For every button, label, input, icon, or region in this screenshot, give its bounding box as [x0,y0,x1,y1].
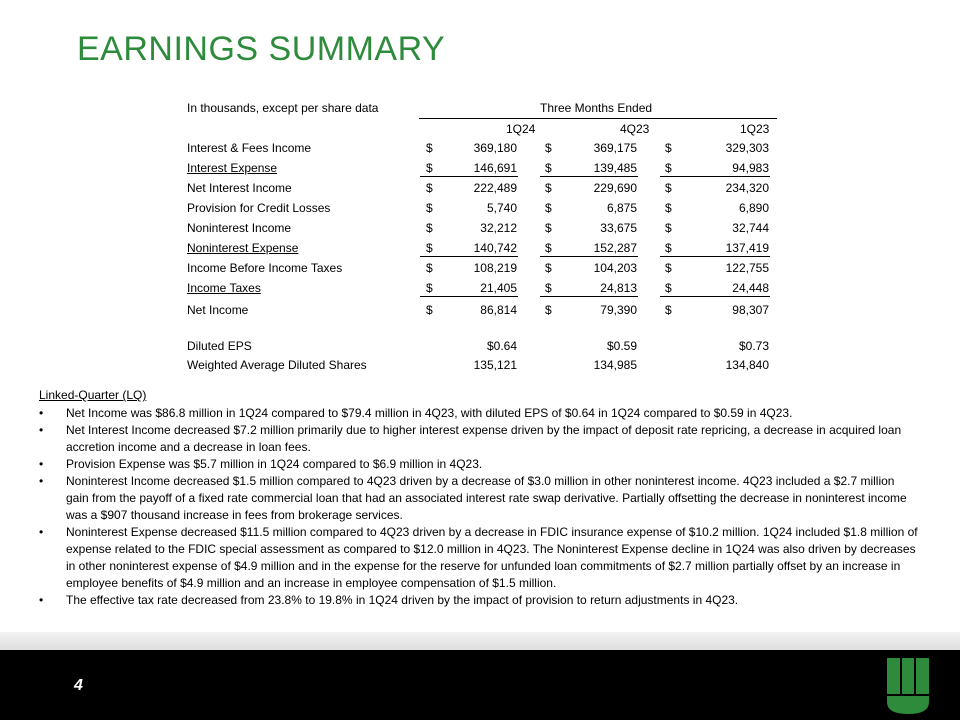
page-title: EARNINGS SUMMARY [77,30,446,68]
dollar-sign: $ [665,141,672,155]
value-4q23: 134,985 [593,358,637,372]
table-row [187,239,777,257]
note-text: Net Income was $86.8 million in 1Q24 compared to $79.4 million in 4Q23, with diluted EPS of $0.64 in 1Q24 compared to $0.59 in 4Q23. [66,406,793,420]
value-1q23: 32,744 [732,221,769,235]
value-1q23: 137,419 [725,241,769,255]
bullet-icon: • [39,474,44,488]
subtotal-rule [660,256,770,257]
header-divider [419,118,777,119]
dollar-sign: $ [545,221,552,235]
dollar-sign: $ [426,261,433,275]
subtotal-rule [420,176,518,177]
table-row [187,199,777,217]
dollar-sign: $ [665,181,672,195]
row-label: Income Taxes [187,281,261,295]
row-label: Noninterest Income [187,221,292,235]
subtotal-rule [420,296,518,297]
note-text: Provision Expense was $5.7 million in 1Q24 compared to $6.9 million in 4Q23. [66,457,483,471]
dollar-sign: $ [426,201,433,215]
notes-heading: Linked-Quarter (LQ) [39,388,147,402]
dollar-sign: $ [665,201,672,215]
note-text: Noninterest Expense decreased $11.5 million compared to 4Q23 driven by a decrease in FDIC insurance expense of $10.2 million. 1Q24 included $1.8 million of expense related to the FDIC special assessment as compared to $12.0 million in 4Q23. The Noninterest Expense decline in 1Q24 was also driven by decreases in other noninterest expense of $4.9 million and in the expense for the reserve for unfunded loan commitments of $2.7 million partially offset by an increase in employee benefits of $4.9 million and an increase in employee compensation of $1.5 million. [66,525,918,590]
note-bullet [39,422,919,456]
dollar-sign: $ [426,141,433,155]
bullet-icon: • [39,593,44,607]
table-row [187,356,777,374]
note-bullet [39,524,919,592]
value-4q23: 79,390 [600,303,637,317]
subtotal-rule [540,296,638,297]
notes-list [39,405,919,609]
value-1q24: 146,691 [473,161,517,175]
table-row [187,279,777,297]
value-1q24: 135,121 [473,358,517,372]
value-1q23: $0.73 [738,339,769,353]
row-label: Weighted Average Diluted Shares [187,358,367,372]
value-4q23: 369,175 [593,141,637,155]
bullet-icon: • [39,457,44,471]
footer-divider [0,632,960,652]
value-1q23: 134,840 [725,358,769,372]
dollar-sign: $ [426,241,433,255]
value-1q24: 5,740 [486,201,517,215]
dollar-sign: $ [665,161,672,175]
table-row [187,179,777,197]
value-1q23: 234,320 [725,181,769,195]
value-4q23: 229,690 [593,181,637,195]
value-4q23: 152,287 [593,241,637,255]
dollar-sign: $ [426,161,433,175]
note-bullet [39,592,919,609]
subtotal-rule [420,256,518,257]
dollar-sign: $ [545,261,552,275]
dollar-sign: $ [545,141,552,155]
value-4q23: 24,813 [600,281,637,295]
table-caption: In thousands, except per share data [187,101,379,115]
value-1q24: 32,212 [480,221,517,235]
value-1q24: 140,742 [473,241,517,255]
table-row [187,159,777,177]
dollar-sign: $ [426,221,433,235]
note-bullet [39,456,919,473]
note-bullet [39,405,919,422]
footer-bar [0,650,960,720]
row-label: Noninterest Expense [187,241,299,255]
value-4q23: $0.59 [606,339,637,353]
dollar-sign: $ [665,261,672,275]
dollar-sign: $ [545,303,552,317]
row-label: Interest & Fees Income [187,141,312,155]
note-bullet [39,473,919,524]
table-row [187,219,777,237]
row-label: Income Before Income Taxes [187,261,343,275]
value-1q24: $0.64 [486,339,517,353]
row-label: Provision for Credit Losses [187,201,331,215]
value-1q24: 222,489 [473,181,517,195]
dollar-sign: $ [545,161,552,175]
dollar-sign: $ [545,281,552,295]
dollar-sign: $ [665,221,672,235]
column-header-1q24: 1Q24 [506,122,536,136]
value-4q23: 6,875 [606,201,637,215]
row-label: Diluted EPS [187,339,252,353]
bullet-icon: • [39,525,44,539]
subtotal-rule [660,296,770,297]
value-4q23: 139,485 [593,161,637,175]
dollar-sign: $ [545,201,552,215]
column-header-4q23: 4Q23 [620,122,650,136]
dollar-sign: $ [426,181,433,195]
table-row [187,337,777,355]
note-text: Net Interest Income decreased $7.2 million primarily due to higher interest expense driven by the impact of deposit rate repricing, a decrease in acquired loan accretion income and a decrease in loan fees. [66,423,902,454]
table-group-header: Three Months Ended [540,101,653,115]
subtotal-rule [540,176,638,177]
value-4q23: 33,675 [600,221,637,235]
dollar-sign: $ [665,303,672,317]
value-1q23: 122,755 [725,261,769,275]
value-1q24: 21,405 [480,281,517,295]
value-1q23: 98,307 [732,303,769,317]
dollar-sign: $ [426,303,433,317]
dollar-sign: $ [545,241,552,255]
value-1q23: 94,983 [732,161,769,175]
dollar-sign: $ [665,241,672,255]
value-1q24: 86,814 [480,303,517,317]
value-1q23: 329,303 [725,141,769,155]
row-label: Interest Expense [187,161,278,175]
value-4q23: 104,203 [593,261,637,275]
bank-logo-icon [882,658,934,714]
value-1q23: 24,448 [732,281,769,295]
row-label: Net Income [187,303,249,317]
dollar-sign: $ [665,281,672,295]
table-row [187,139,777,157]
row-label: Net Interest Income [187,181,292,195]
bullet-icon: • [39,423,44,437]
bullet-icon: • [39,406,44,420]
subtotal-rule [540,256,638,257]
earnings-table [187,101,777,381]
page-number: 4 [74,677,83,694]
dollar-sign: $ [426,281,433,295]
table-row [187,301,777,319]
subtotal-rule [660,176,770,177]
table-row [187,259,777,277]
value-1q24: 108,219 [473,261,517,275]
note-text: Noninterest Income decreased $1.5 million compared to 4Q23 driven by a decrease of $3.0 million in other noninterest income. 4Q23 included a $2.7 million gain from the payoff of a fixed rate commercial loan that had an associated interest rate swap derivative. Partially offsetting the decrease in noninterest income was a $907 thousand increase in fees from brokerage services. [66,474,907,522]
note-text: The effective tax rate decreased from 23.8% to 19.8% in 1Q24 driven by the impact of provision to return adjustments in 4Q23. [66,593,739,607]
value-1q24: 369,180 [473,141,517,155]
column-header-1q23: 1Q23 [740,122,770,136]
value-1q23: 6,890 [738,201,769,215]
notes-section [39,387,919,609]
dollar-sign: $ [545,181,552,195]
